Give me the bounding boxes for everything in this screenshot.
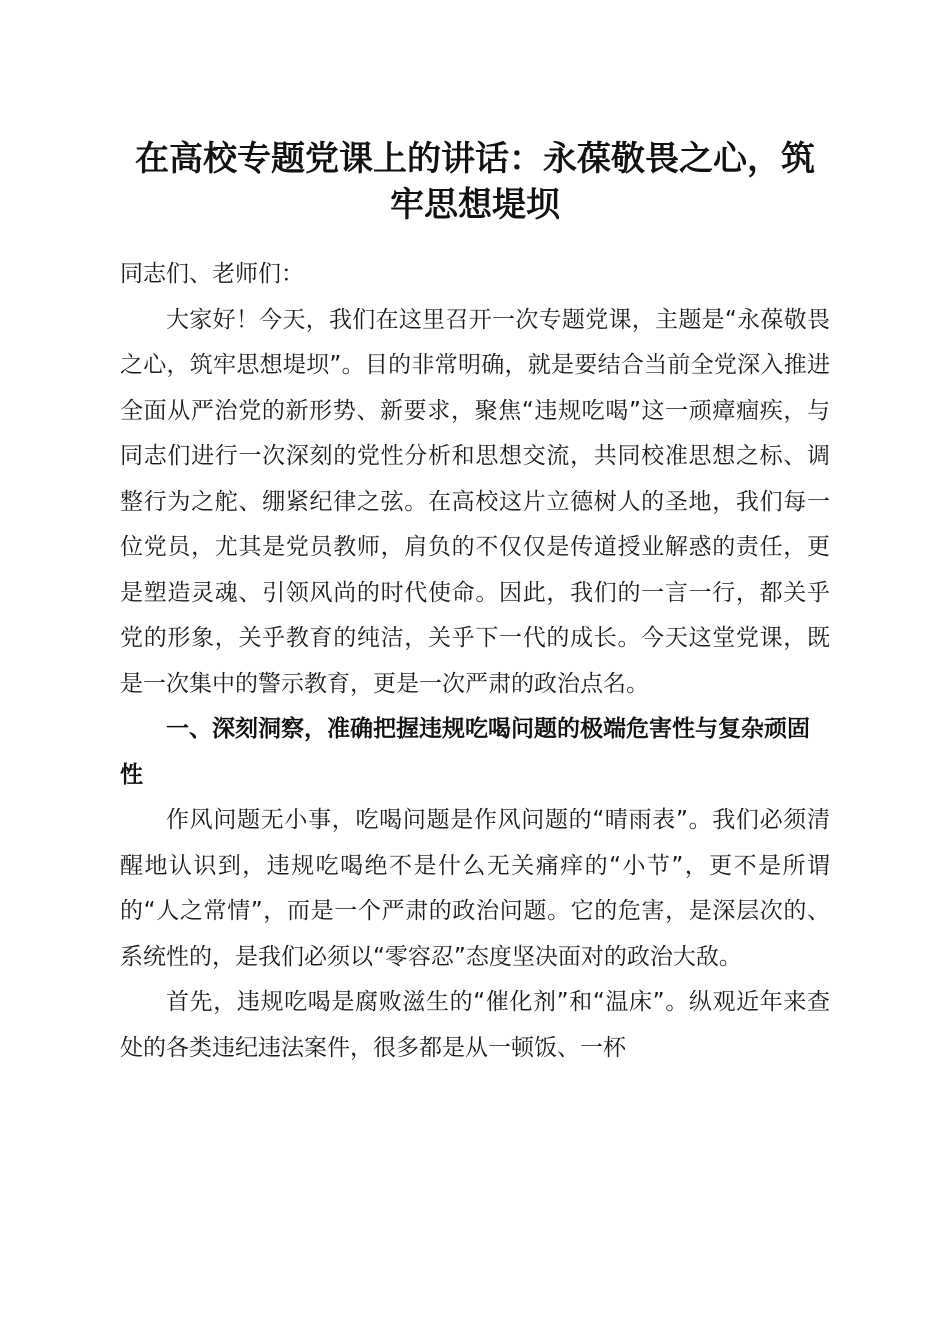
document-title (110, 136, 840, 228)
intro-paragraph: 大家好！今天，我们在这里召开一次专题党课，主题是“永葆敬畏之心，筑牢思想堤坝”。目的非常明确，就是要结合当前全党深入推进全面从严治党的新形势、新要求，聚焦“违规吃喝”这一顽瘴痼疾，与同志们进行一次深刻的党性分析和思想交流，共同校准思想之标、调整行为之舵、绷紧纪律之弦。在高校这片立德树人的圣地，我们每一位党员，尤其是党员教师，肩负的不仅仅是传道授业解惑的责任，更是塑造灵魂、引领风尚的时代使命。因此，我们的一言一行，都关乎党的形象，关乎教育的纯洁，关乎下一代的成长。今天这堂党课，既是一次集中的警示教育，更是一次严肃的政治点名。 (120, 306, 830, 697)
document-body (120, 252, 830, 1071)
salutation: 同志们、老师们： (120, 261, 304, 287)
section-paragraph: 作风问题无小事，吃喝问题是作风问题的“晴雨表”。我们必须清醒地认识到，违规吃喝绝不是什么无关痛痒的“小节”，更不是所谓的“人之常情”，而是一个严肃的政治问题。它的危害，是深层次的、系统性的，是我们必须以“零容忍”态度坚决面对的政治大敌。 (120, 807, 830, 970)
section-paragraph: 首先，违规吃喝是腐败滋生的“催化剂”和“温床”。纵观近年来查处的各类违纪违法案件，很多都是从一顿饭、一杯 (120, 989, 830, 1061)
document-title-line-2: 牢思想堤坝 (390, 185, 560, 225)
section-heading: 一、深刻洞察，准确把握违规吃喝问题的极端危害性与复杂顽固性 (120, 716, 810, 788)
document-title-line-1: 在高校专题党课上的讲话：永葆敬畏之心，筑 (135, 139, 815, 179)
